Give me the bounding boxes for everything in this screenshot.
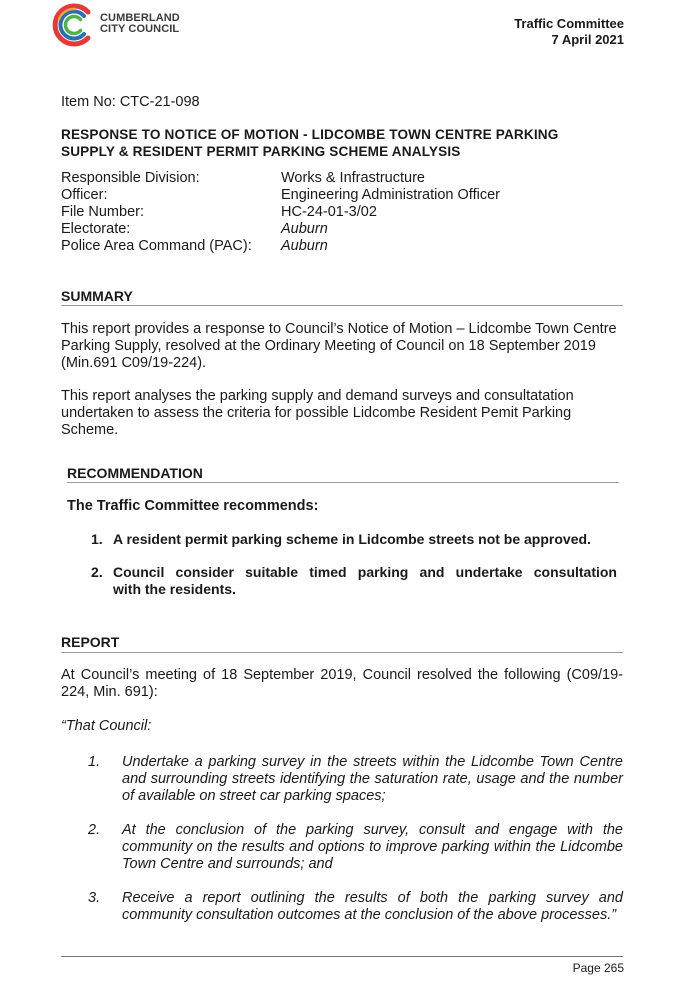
footer-rule — [61, 956, 623, 957]
meta-value-officer: Engineering Administration Officer — [281, 187, 500, 203]
org-name-line2: CITY COUNCIL — [100, 23, 180, 35]
resolution-item-2-line2: community on the results and options to improve parking within the Lidcombe — [122, 839, 623, 855]
recommendation-item-1: A resident permit parking scheme in Lidcombe streets not be approved. — [113, 531, 591, 547]
recommendation-item-2-line1: Council consider suitable timed parking and undertake consultation — [113, 564, 617, 580]
summary-para2-line2: undertaken to assess the criteria for possible Lidcombe Resident Pemit Parking — [61, 405, 572, 421]
council-logo-icon — [50, 2, 96, 48]
meta-value-file: HC-24-01-3/02 — [281, 204, 377, 220]
report-title-line1: RESPONSE TO NOTICE OF MOTION - LIDCOMBE TOWN CENTRE PARKING — [61, 127, 559, 142]
resolution-number-1: 1. — [88, 754, 101, 770]
meta-value-electorate: Auburn — [281, 221, 328, 237]
resolution-item-2-line1: At the conclusion of the parking survey, consult and engage with the — [122, 822, 623, 838]
meta-label-division: Responsible Division: — [61, 170, 200, 186]
summary-para2-line1: This report analyses the parking supply and demand surveys and consultatation — [61, 388, 574, 404]
resolution-item-3-line1: Receive a report outlining the results of both the parking survey and — [122, 890, 623, 906]
meeting-date: 7 April 2021 — [551, 32, 624, 47]
recommendation-item-2-line2: with the residents. — [113, 581, 236, 597]
summary-para2-line3: Scheme. — [61, 422, 119, 438]
page-number: Page 265 — [572, 961, 624, 975]
org-name-line1: CUMBERLAND — [100, 12, 180, 24]
summary-para1-line2: Parking Supply, resolved at the Ordinary Meeting of Council on 18 September 2019 — [61, 338, 596, 354]
report-title-line2: SUPPLY & RESIDENT PERMIT PARKING SCHEME ANALYSIS — [61, 144, 461, 159]
resolution-item-3-line2: community consultation outcomes at the conclusion of the above processes.” — [122, 907, 617, 923]
resolution-item-1-line3: of available on street car parking spaces; — [122, 788, 386, 804]
meta-value-division: Works & Infrastructure — [281, 170, 425, 186]
resolution-number-2: 2. — [88, 822, 101, 838]
meta-value-pac: Auburn — [281, 238, 328, 254]
summary-rule — [61, 305, 623, 306]
resolution-item-1-line1: Undertake a parking survey in the streets within the Lidcombe Town Centre — [122, 754, 623, 770]
meta-label-officer: Officer: — [61, 187, 108, 203]
summary-para1-line1: This report provides a response to Council’s Notice of Motion – Lidcombe Town Centre — [61, 321, 617, 337]
meta-label-pac: Police Area Command (PAC): — [61, 238, 252, 254]
report-para1-line1: At Council’s meeting of 18 September 2019, Council resolved the following (C09/19- — [61, 667, 623, 683]
resolution-opening: “That Council: — [61, 718, 152, 734]
recommendation-number-1: 1. — [91, 531, 103, 547]
resolution-number-3: 3. — [88, 890, 101, 906]
resolution-item-1-line2: and surrounding streets identifying the saturation rate, usage and the number — [122, 771, 623, 787]
meta-label-electorate: Electorate: — [61, 221, 131, 237]
recommendation-rule — [67, 482, 619, 483]
item-number: Item No: CTC-21-098 — [61, 94, 200, 110]
summary-heading: SUMMARY — [61, 288, 133, 304]
committee-name: Traffic Committee — [514, 16, 624, 31]
resolution-item-2-line3: Town Centre and surrounds; and — [122, 856, 333, 872]
meta-label-file: File Number: — [61, 204, 144, 220]
council-logo — [50, 2, 220, 52]
report-heading: REPORT — [61, 634, 120, 650]
report-rule — [61, 652, 623, 653]
recommendation-number-2: 2. — [91, 564, 103, 580]
recommendation-intro: The Traffic Committee recommends: — [67, 498, 319, 514]
report-para1-line2: 224, Min. 691): — [61, 684, 158, 700]
summary-para1-line3: (Min.691 C09/19-224). — [61, 355, 207, 371]
recommendation-heading: RECOMMENDATION — [67, 465, 203, 481]
